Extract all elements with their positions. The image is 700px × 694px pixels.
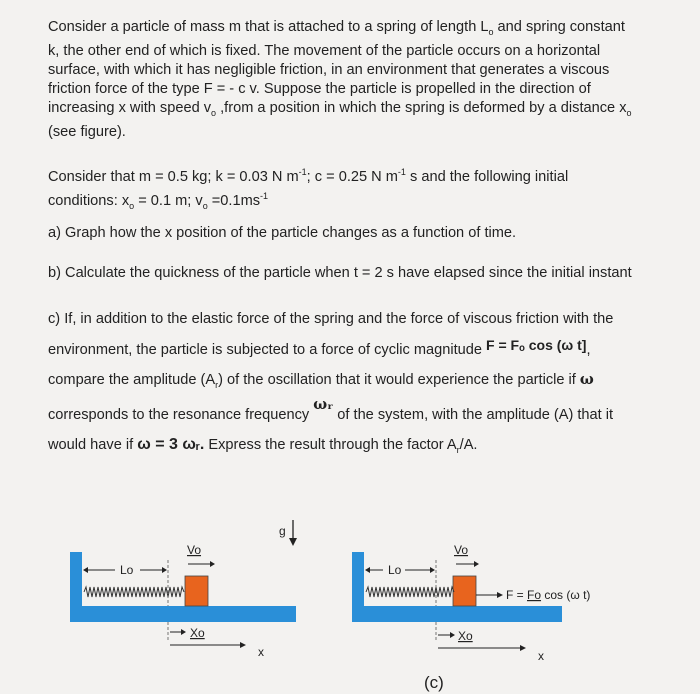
left-diagram <box>70 543 296 659</box>
right-floor <box>352 606 562 622</box>
right-wall <box>352 552 364 606</box>
right-spring <box>366 587 454 597</box>
omega-equation: ω = 3 ωᵣ. <box>137 435 205 453</box>
left-wall <box>70 552 82 606</box>
right-block <box>453 576 476 606</box>
force-formula: F = Fₒ cos (ω t] <box>486 337 587 353</box>
figure-caption: (c) <box>424 673 444 692</box>
right-vo-label: Vo <box>454 543 469 557</box>
question-b: b) Calculate the quickness of the particle when t = 2 s have elapsed since the initial instant <box>48 265 632 281</box>
left-spring <box>84 587 184 597</box>
left-vo-label: Vo <box>187 543 202 557</box>
right-lo-label: Lo <box>388 563 402 577</box>
right-diagram <box>352 543 590 663</box>
force-label: F = Fo cos (ω t) <box>506 588 591 602</box>
problem-intro: Consider a particle of mass m that is attached to a spring of length $L_o$ and spring constant k, the other end of which is fixed. The movement of the particle occurs on a horizontal surface, with which it has negligible friction, in an environment that generates a viscous friction force of the type F = - c v. Suppose the particle is propelled in the direction of increasing x with speed $v_o$ ,from a position in which the spring is deformed by a distance $x_o$ (see figure). <box>48 19 632 140</box>
spring-mass-figure <box>0 480 700 694</box>
left-vo-arrowhead <box>210 561 215 567</box>
right-xo-label: Xo <box>458 629 473 643</box>
left-x-label: x <box>258 645 264 659</box>
right-x-label: x <box>538 649 544 663</box>
left-lo-label: Lo <box>120 563 134 577</box>
left-xo-label: Xo <box>190 626 205 640</box>
question-a: a) Graph how the x position of the particle changes as a function of time. <box>48 225 517 241</box>
question-c: c) If, in addition to the elastic force of the spring and the force of viscous friction with the environment, the particle is subjected to a force of cyclic magnitude F = Fₒ cos (ω t], compare the amplitude $(A_r)$ of the oscillation that it would experience the particle if ω corresponds to the resonance frequency ωᵣ of the system, with the amplitude (A) that it would have if ω = 3 ωᵣ. Express the result through the factor $A_r/A$. <box>48 311 614 455</box>
omega-r-symbol: ωᵣ <box>313 395 334 413</box>
left-block <box>185 576 208 606</box>
problem-conditions: Consider that m = 0.5 kg; k = 0.03 N $m^{-1}$; c = 0.25 N $m^{-1}$ s and the following initial conditions: $x_o = 0.1$ m; $v_o =0.1ms^{-1}$ <box>48 167 569 211</box>
left-floor <box>70 606 296 622</box>
gravity-label: g <box>279 524 286 538</box>
omega-symbol: ω <box>579 371 594 388</box>
gravity-arrowhead <box>289 538 297 546</box>
